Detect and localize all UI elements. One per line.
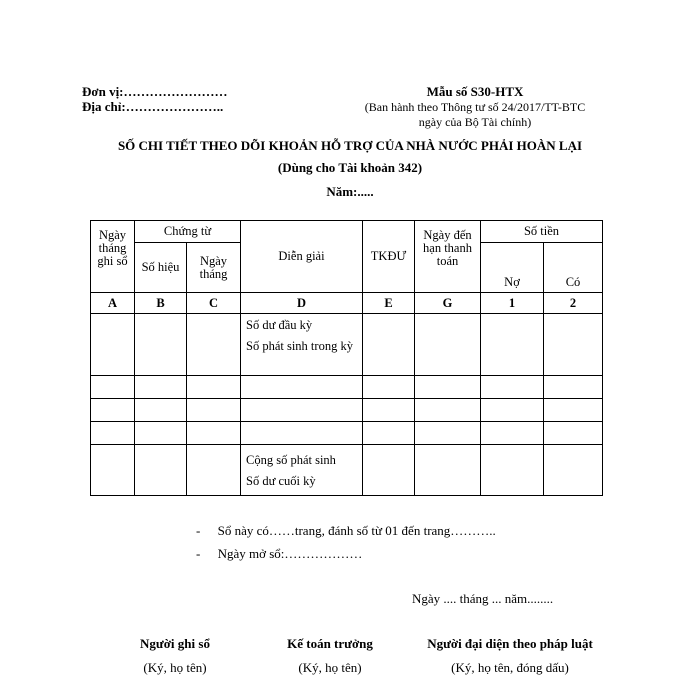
issued-line-2: ngày của Bộ Tài chính) xyxy=(418,115,532,129)
table-row xyxy=(91,422,603,445)
note-open-date xyxy=(196,546,362,562)
total-arising-label: Cộng số phát sinh xyxy=(246,453,336,467)
description-cell xyxy=(241,314,363,376)
table-row xyxy=(91,399,603,422)
header-amount: Số tiền xyxy=(481,221,603,243)
code-cell: E xyxy=(363,293,415,314)
signature-role: Kế toán trưởng xyxy=(287,636,373,651)
page-title: SỐ CHI TIẾT THEO DÕI KHOẢN HỖ TRỢ CỦA NHÀ NƯỚC PHẢI HOÀN LẠI xyxy=(117,138,583,153)
table-row xyxy=(91,314,603,376)
year-label: Năm:..... xyxy=(326,184,374,199)
opening-balance-label: Số dư đầu kỳ xyxy=(246,318,313,332)
table-row xyxy=(91,376,603,399)
code-cell: 1 xyxy=(481,293,544,314)
address-label: Địa chỉ:………………….. xyxy=(82,99,224,114)
closing-balance-label: Số dư cuối kỳ xyxy=(246,474,316,488)
description-cell xyxy=(241,445,363,496)
signature-hint: (Ký, họ tên) xyxy=(298,660,362,675)
code-cell: D xyxy=(241,293,363,314)
signature-block xyxy=(410,636,610,676)
unit-label: Đơn vị:…………………… xyxy=(82,84,228,99)
header-credit: Có xyxy=(544,243,603,293)
signature-block xyxy=(120,636,230,676)
bullet-icon: - xyxy=(196,523,201,538)
signature-hint: (Ký, họ tên, đóng dấu) xyxy=(451,660,569,675)
note-pages-text: Sổ này có……trang, đánh số từ 01 đến trang……….. xyxy=(217,523,496,538)
signature-role: Người ghi sổ xyxy=(140,636,210,651)
signature-block xyxy=(270,636,390,676)
header-voucher-number: Số hiệu xyxy=(135,243,187,293)
code-cell: C xyxy=(187,293,241,314)
header-description: Diễn giải xyxy=(241,221,363,293)
table-row xyxy=(91,445,603,496)
header-date-recorded: Ngày tháng ghi sổ xyxy=(91,221,135,293)
header-voucher-date: Ngày tháng xyxy=(187,243,241,293)
header-debit: Nợ xyxy=(481,243,544,293)
code-cell: 2 xyxy=(544,293,603,314)
bullet-icon: - xyxy=(196,546,201,561)
header-account: TKĐƯ xyxy=(363,221,415,293)
arising-label: Số phát sinh trong kỳ xyxy=(246,339,353,353)
page-subtitle: (Dùng cho Tài khoản 342) xyxy=(277,160,423,175)
header-voucher: Chứng từ xyxy=(135,221,241,243)
form-number: Mẫu số S30-HTX xyxy=(426,84,524,99)
issued-line-1: (Ban hành theo Thông tư số 24/2017/TT-BTC xyxy=(364,100,586,114)
ledger-table xyxy=(90,220,603,496)
code-cell: B xyxy=(135,293,187,314)
header-due-date: Ngày đến hạn thanh toán xyxy=(415,221,481,293)
note-open-date-text: Ngày mở sổ:……………… xyxy=(217,546,363,561)
code-cell: G xyxy=(415,293,481,314)
date-line: Ngày .... tháng ... năm........ xyxy=(412,591,554,606)
note-pages xyxy=(196,523,496,539)
code-cell: A xyxy=(91,293,135,314)
signature-hint: (Ký, họ tên) xyxy=(143,660,207,675)
signature-role: Người đại diện theo pháp luật xyxy=(427,636,593,651)
